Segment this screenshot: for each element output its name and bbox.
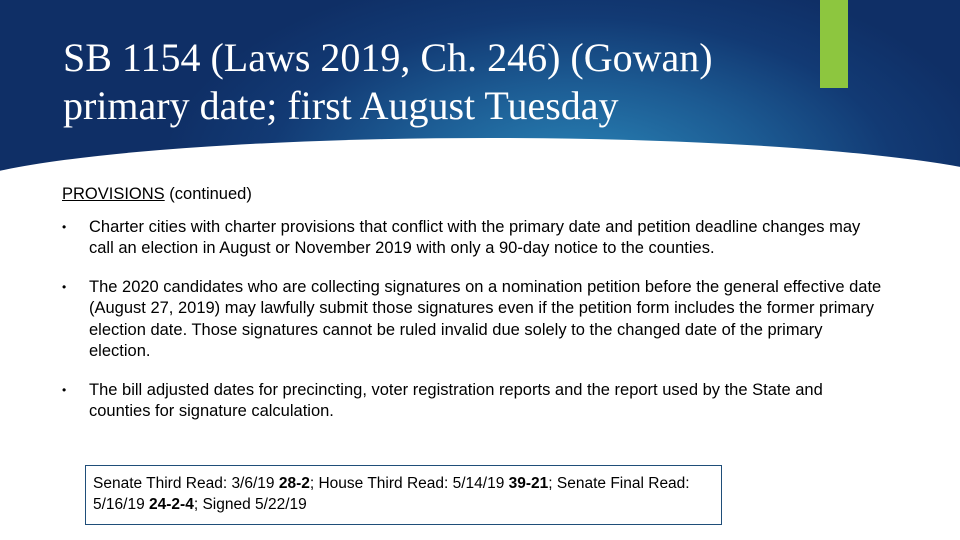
- senate-third-label: Senate Third Read: 3/6/19: [93, 475, 279, 492]
- bullet-text: The bill adjusted dates for precincting, voter registration reports and the report used by the State and counties for signature calculation.: [89, 380, 823, 420]
- senate-final-label: ; Senate Final Read: 5/16/19: [93, 475, 690, 513]
- title-line-1: SB 1154 (Laws 2019, Ch. 246) (Gowan): [63, 35, 713, 80]
- bullet-text: The 2020 candidates who are collecting signatures on a nomination petition before the general effective date (August 27, 2019) may lawfully submit those signatures even if the petition form includes the former primary election date. Those signatures cannot be ruled invalid due solely to the changed date of the primary election.: [89, 277, 882, 360]
- title-line-2: primary date; first August Tuesday: [63, 83, 619, 128]
- section-heading-rest: (continued): [164, 185, 252, 203]
- section-heading-underlined: PROVISIONS: [62, 185, 165, 203]
- bullet-text: Charter cities with charter provisions that conflict with the primary date and petition deadline changes may call an election in August or November 2019 with only a 90-day notice to the counties.: [89, 217, 861, 257]
- bullet-item: [62, 380, 882, 423]
- bullet-icon: •: [62, 219, 67, 234]
- accent-bar: [820, 0, 848, 88]
- senate-third-vote: 28-2: [278, 475, 310, 492]
- house-third-label: ; House Third Read: 5/14/19: [309, 475, 509, 492]
- bullet-icon: •: [62, 279, 67, 294]
- section-heading: [62, 184, 882, 206]
- slide-body: [62, 184, 882, 440]
- bullet-item: [62, 217, 882, 260]
- house-third-vote: 39-21: [508, 475, 549, 492]
- bullet-item: [62, 277, 882, 363]
- bullet-list: [62, 217, 882, 423]
- vote-record-box: [85, 465, 722, 525]
- slide-title: [63, 34, 803, 130]
- senate-final-vote: 24-2-4: [149, 495, 194, 513]
- signed-date: ; Signed 5/22/19: [193, 495, 307, 513]
- header-curve: [0, 138, 960, 175]
- bullet-icon: •: [62, 382, 67, 397]
